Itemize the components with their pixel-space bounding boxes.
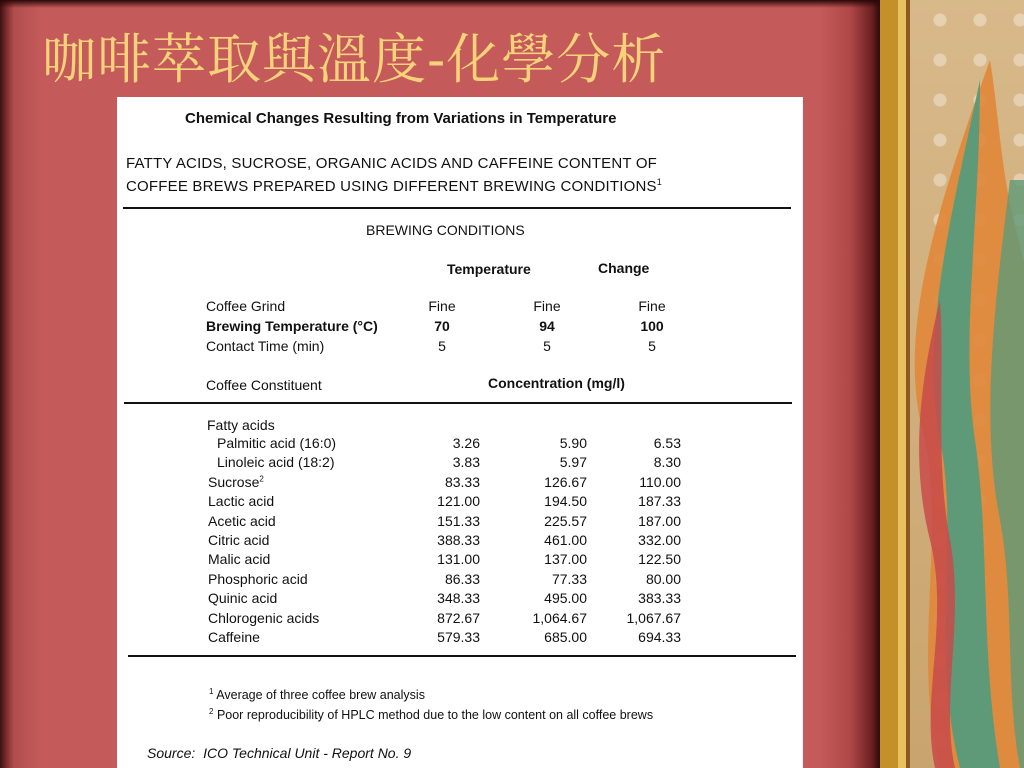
source-line (147, 745, 411, 761)
concentration-value: 194.50 (544, 493, 587, 510)
concentration-value: 332.00 (638, 532, 681, 548)
concentration-value: 579.33 (437, 629, 480, 645)
condition-value: 100 (640, 318, 664, 334)
concentration-value: 86.33 (444, 570, 480, 587)
footnote-1-mark: 1 (209, 687, 214, 696)
concentration-value: 1,067.67 (626, 609, 681, 626)
concentration-value: 137.00 (544, 551, 587, 568)
concentration-value: 8.30 (653, 454, 681, 471)
concentration-value: 872.67 (437, 609, 480, 626)
condition-value: 5 (543, 338, 551, 354)
footnote-1 (209, 687, 425, 702)
concentration-value: 3.83 (452, 454, 480, 471)
concentration-value: 383.33 (638, 590, 681, 607)
concentration-value: 110.00 (639, 473, 681, 490)
constituent-name-text: Sucrose (208, 473, 260, 490)
subtitle-line2-text: COFFEE BREWS PREPARED USING DIFFERENT BREWING CONDITIONS (126, 178, 657, 195)
condition-value: 5 (438, 338, 446, 354)
constituent-name (208, 571, 308, 587)
concentration-value: 77.33 (551, 570, 587, 587)
document-heading: Chemical Changes Resulting from Variations in Temperature (185, 110, 617, 127)
concentration-value: 5.90 (559, 435, 587, 451)
constituent-name (217, 454, 335, 470)
constituent-name-text: Quinic acid (208, 590, 278, 607)
concentration-value: 122.50 (638, 551, 681, 568)
concentration-value: 461.00 (544, 532, 587, 548)
constituent-name (208, 629, 260, 645)
document-subtitle-line2 (126, 177, 662, 195)
concentration-value: 187.33 (638, 493, 681, 510)
constituent-name-text: Caffeine (208, 629, 260, 645)
constituent-heading: Coffee Constituent (206, 377, 322, 393)
condition-value: 70 (434, 318, 450, 334)
concentration-value: 3.26 (452, 435, 480, 451)
constituent-superscript: 2 (259, 474, 264, 484)
concentration-value: 121.00 (437, 493, 480, 510)
rule-middle (124, 402, 792, 404)
constituent-name-text: Linoleic acid (18:2) (217, 454, 335, 471)
constituent-name (208, 493, 274, 509)
constituent-name-text: Palmitic acid (16:0) (217, 435, 337, 451)
condition-label: Contact Time (min) (206, 338, 325, 354)
condition-label: Coffee Grind (206, 298, 286, 314)
subtitle-superscript: 1 (656, 177, 662, 187)
change-heading: Change (598, 260, 650, 276)
source-text: ICO Technical Unit - Report No. 9 (203, 745, 412, 761)
slide-top-shadow (0, 0, 880, 8)
concentration-value: 495.00 (544, 590, 587, 607)
concentration-value: 151.33 (437, 512, 480, 529)
constituent-name-text: Lactic acid (208, 493, 275, 510)
brewing-conditions-heading: BREWING CONDITIONS (366, 222, 525, 238)
temperature-heading: Temperature (447, 261, 531, 277)
document-scan (117, 97, 803, 768)
condition-value: 5 (648, 338, 656, 354)
constituent-name (208, 551, 270, 567)
concentration-value: 694.33 (638, 629, 681, 645)
footnote-2-text: Poor reproducibility of HPLC method due to the low content on all coffee brews (216, 708, 654, 723)
concentration-value: 1,064.67 (532, 609, 587, 626)
constituent-name-text: Citric acid (208, 532, 270, 548)
rule-bottom (128, 655, 796, 657)
concentration-value: 80.00 (645, 570, 681, 587)
fatty-acids-label: Fatty acids (207, 417, 275, 433)
decorative-side-panel (880, 0, 1024, 768)
concentration-value: 83.33 (444, 473, 480, 490)
source-label: Source: (147, 745, 196, 761)
condition-value: 94 (539, 318, 555, 334)
footnote-1-text: Average of three coffee brew analysis (216, 688, 425, 703)
footnote-2-mark: 2 (209, 707, 214, 716)
condition-label: Brewing Temperature (°C) (206, 318, 378, 334)
condition-value: Fine (638, 298, 666, 314)
concentration-value: 225.57 (544, 512, 587, 529)
constituent-name-text: Acetic acid (208, 512, 276, 529)
concentration-value: 187.00 (638, 512, 681, 529)
rule-top (123, 207, 791, 209)
slide-title: 咖啡萃取與溫度-化學分析 (42, 28, 667, 91)
constituent-name (208, 610, 319, 626)
constituent-name-text: Phosphoric acid (208, 570, 308, 587)
concentration-value: 5.97 (559, 454, 587, 471)
concentration-value: 126.67 (544, 473, 587, 490)
condition-value: Fine (533, 298, 561, 314)
condition-value: Fine (428, 298, 456, 314)
constituent-name (208, 532, 269, 548)
concentration-value: 6.53 (653, 435, 681, 451)
constituent-name-text: Chlorogenic acids (208, 609, 320, 626)
decorative-leaves-art (880, 0, 1024, 768)
constituent-name (208, 590, 277, 606)
constituent-name-text: Malic acid (208, 551, 271, 568)
constituent-name (208, 513, 276, 529)
concentration-value: 685.00 (544, 629, 587, 645)
document-subtitle-line1: FATTY ACIDS, SUCROSE, ORGANIC ACIDS AND CAFFEINE CONTENT OF (126, 155, 658, 172)
concentration-value: 131.00 (437, 551, 480, 568)
concentration-value: 388.33 (437, 532, 480, 548)
constituent-name (208, 474, 264, 490)
concentration-value: 348.33 (437, 590, 480, 607)
constituent-name (217, 435, 336, 451)
footnote-2 (209, 707, 653, 722)
concentration-heading: Concentration (mg/l) (488, 375, 625, 391)
